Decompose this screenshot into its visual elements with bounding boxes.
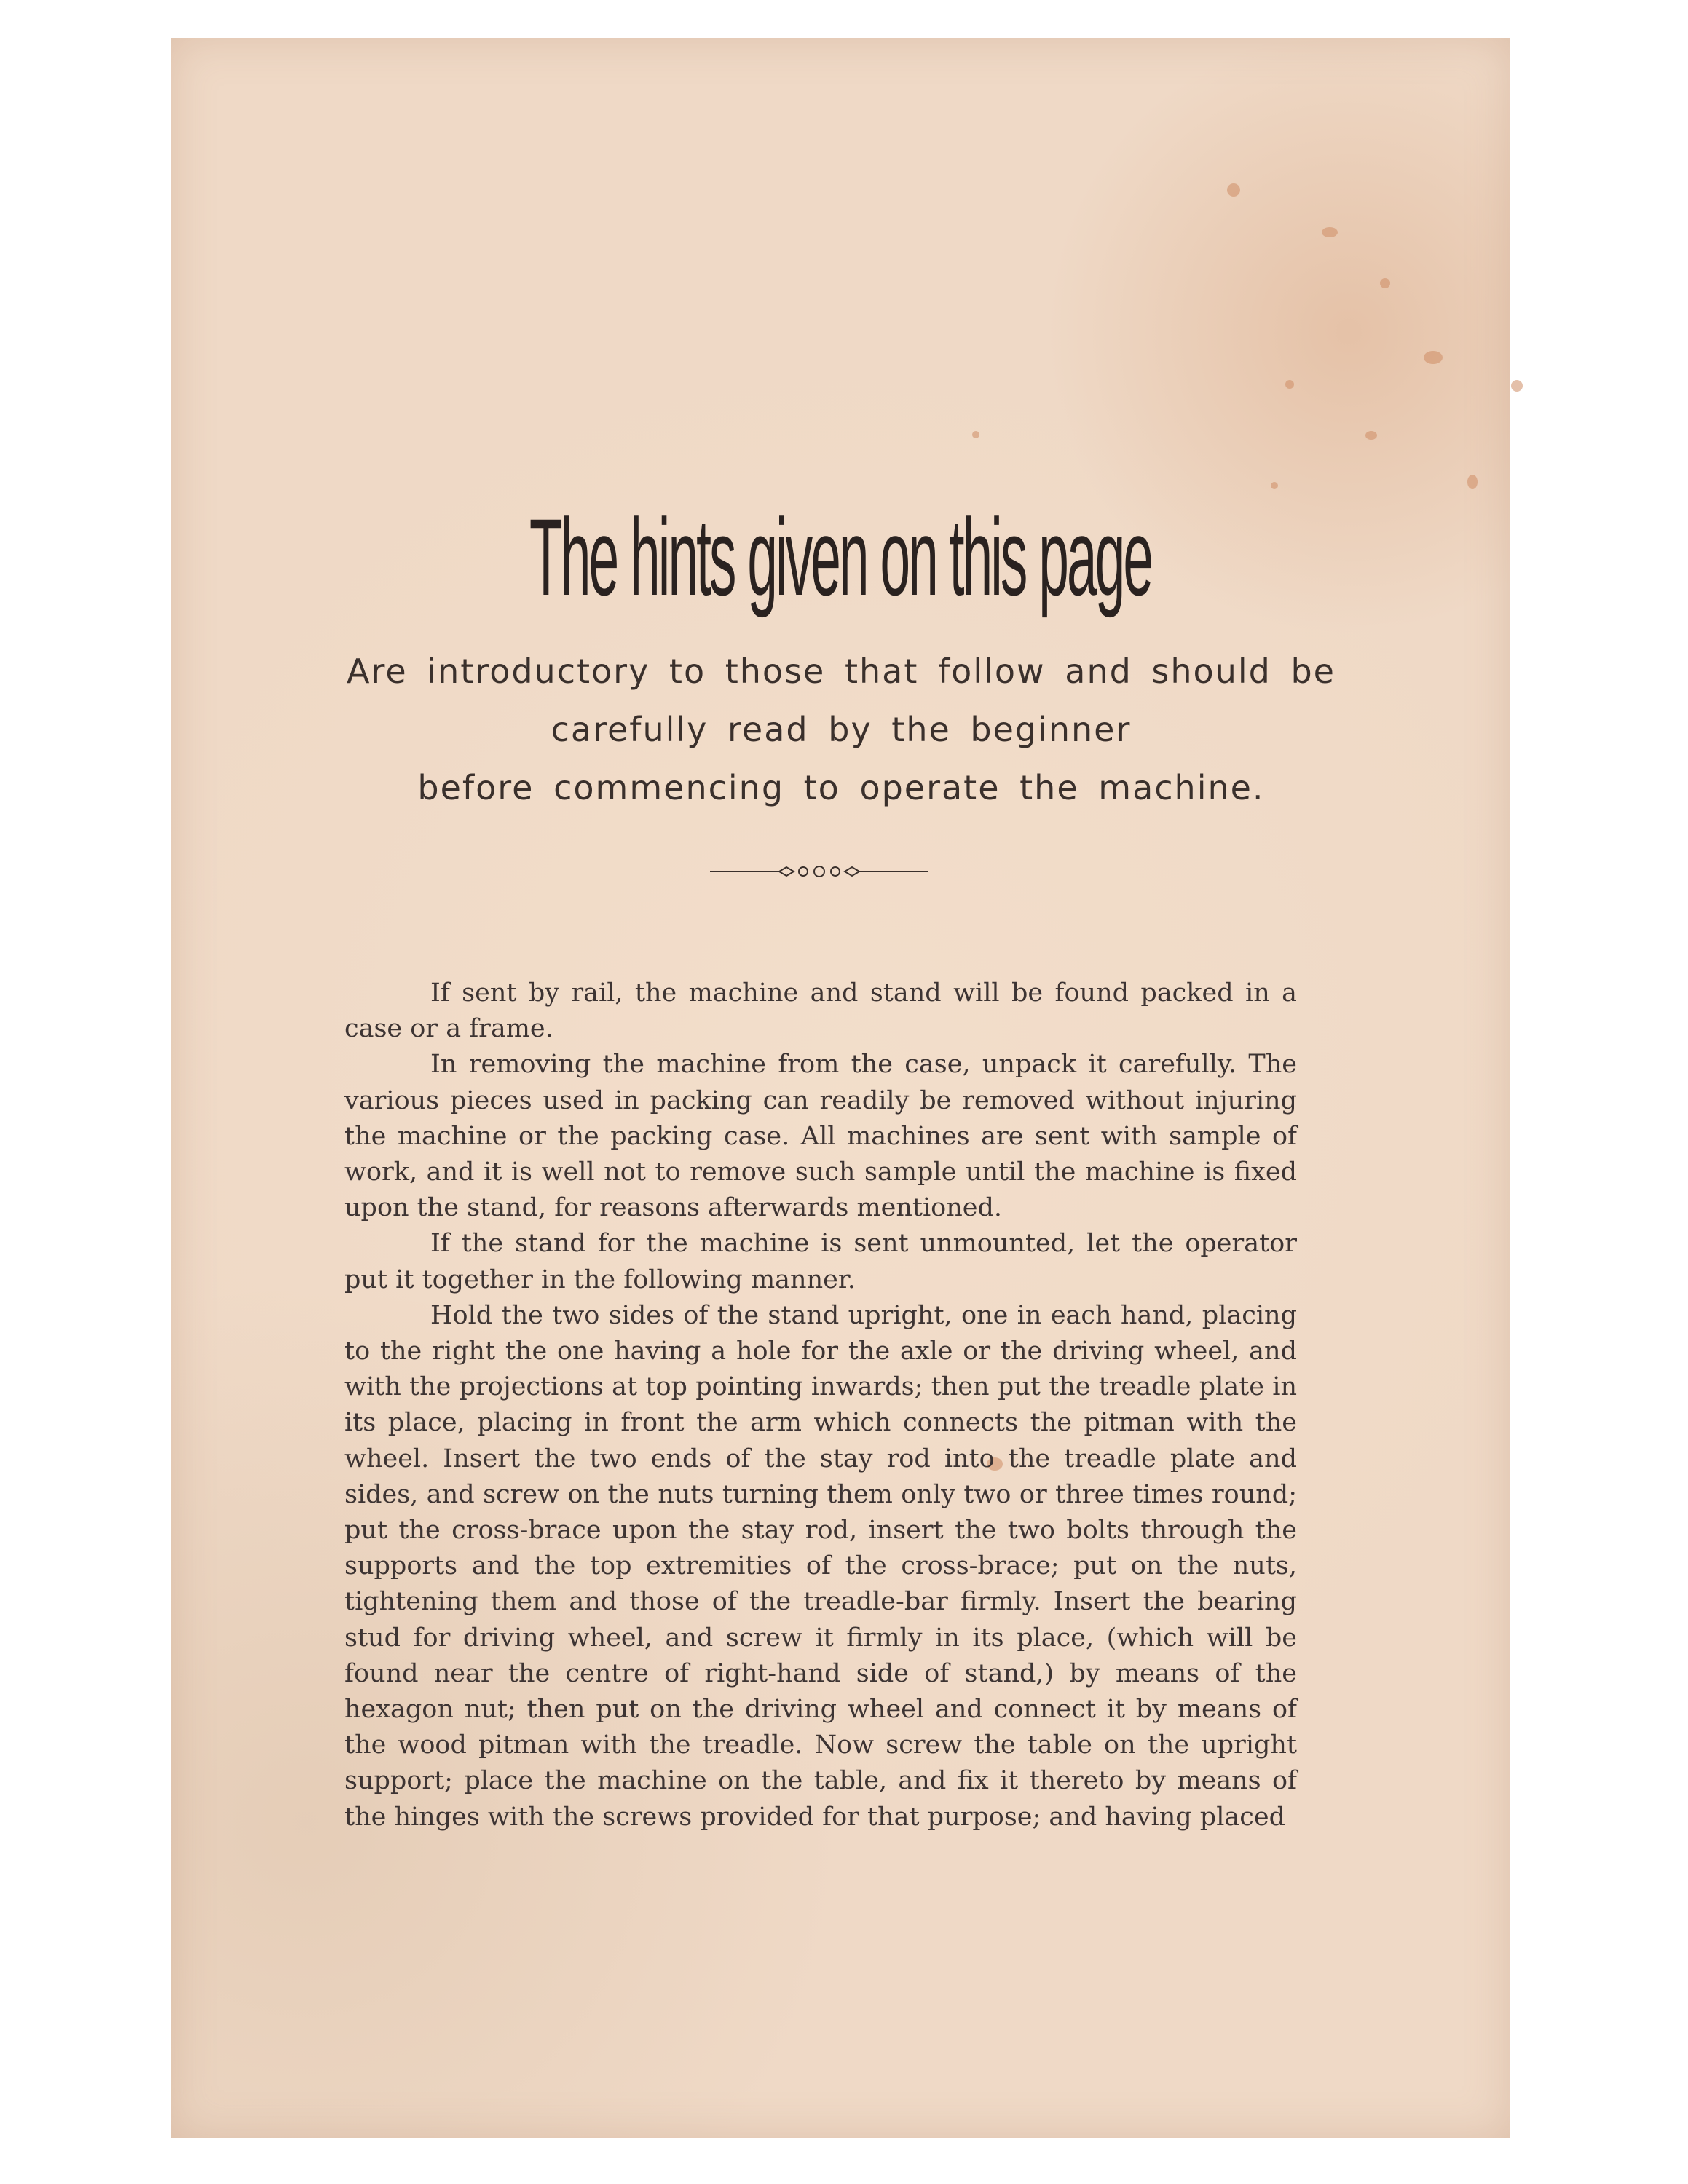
stain-spot bbox=[1380, 278, 1390, 288]
page-title: The hints given on this page bbox=[529, 496, 1152, 618]
stain-spot bbox=[1467, 475, 1478, 489]
paragraph: If the stand for the machine is sent unmounted, let the operator put it together in the following manner. bbox=[344, 1229, 1297, 1294]
body-text bbox=[344, 976, 1297, 1835]
stain-spot bbox=[1227, 183, 1240, 197]
subtitle-line: before commencing to operate the machine. bbox=[417, 768, 1265, 807]
document-page bbox=[171, 38, 1510, 2138]
stain-spot bbox=[1511, 380, 1523, 392]
stain-spot bbox=[1322, 227, 1338, 237]
page-subtitle bbox=[331, 642, 1351, 817]
stain-spot bbox=[1424, 351, 1443, 364]
subtitle-line: Are introductory to those that follow and should be bbox=[347, 652, 1336, 691]
stain-spot bbox=[972, 431, 979, 438]
stain-spot bbox=[1365, 431, 1377, 440]
stain-spot bbox=[1271, 482, 1278, 489]
paragraph: Hold the two sides of the stand upright, one in each hand, placing to the right the one having a hole for the axle or the driving wheel, and with the projections at top pointing inwards; then put the treadle plate in its place, placing in front the arm which connects the pitman with the wheel. Insert the two ends of the stay rod into the treadle plate and sides, and screw on the nuts turning them only two or three times round; put the cross-brace upon the stay rod, insert the two bolts through the supports and the top extremities of the cross-brace; put on the nuts, tightening them and those of the treadle-bar firmly. Insert the bearing stud for driving wheel, and screw it firmly in its place, (which will be found near the centre of right-hand side of stand,) by means of the hexagon nut; then put on the driving wheel and connect it by means of the wood pitman with the treadle. Now screw the table on the upright support; place the machine on the table, and fix it thereto by means of the hinges with the screws provided for that purpose; and having placed bbox=[344, 1300, 1297, 1832]
paragraph: If sent by rail, the machine and stand will be found packed in a case or a frame. bbox=[344, 978, 1297, 1044]
ornamental-divider bbox=[710, 863, 928, 880]
subtitle-line: carefully read by the beginner bbox=[551, 710, 1132, 749]
stain-spot bbox=[1285, 380, 1294, 389]
paragraph: In removing the machine from the case, unpack it carefully. The various pieces used in packing can readily be removed without injuring the machine or the packing case. All machines are sent with sample of work, and it is well not to remove such sample until the machine is fixed upon the stand, for reasons afterwards mentioned. bbox=[344, 1050, 1297, 1223]
